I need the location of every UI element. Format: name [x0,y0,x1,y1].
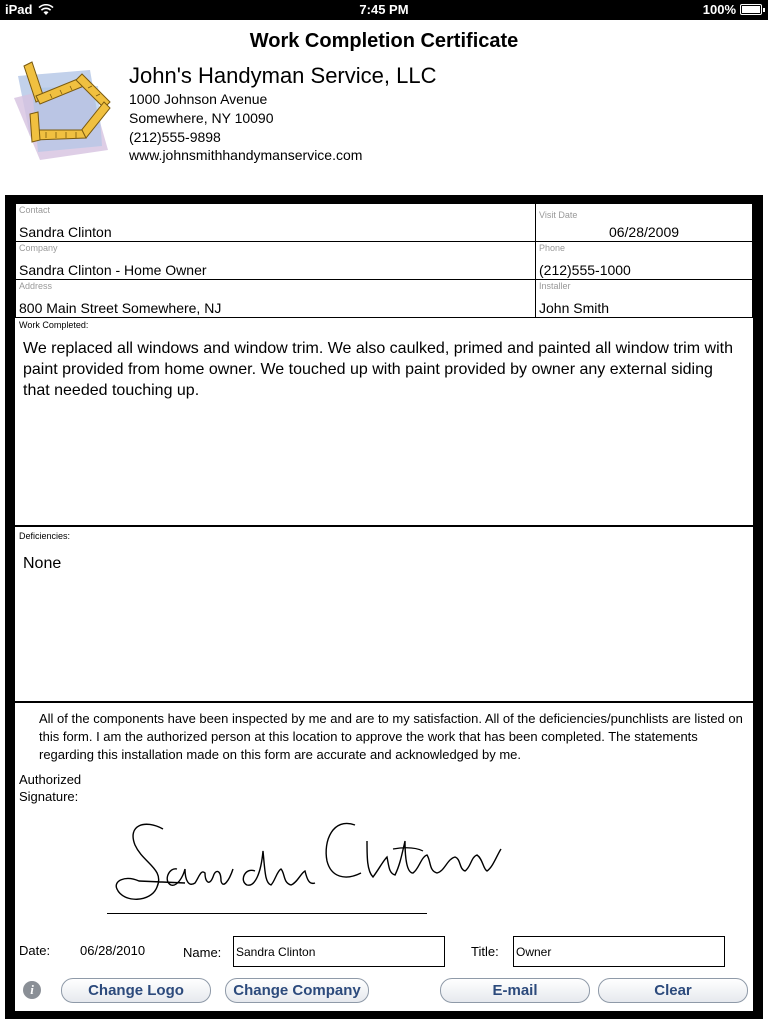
change-company-button[interactable]: Change Company [225,978,369,1003]
contact-value: Sandra Clinton [19,224,112,240]
address-field[interactable] [15,279,537,319]
email-button[interactable]: E-mail [440,978,590,1003]
authorized-signature-label [19,771,81,805]
name-input[interactable]: Sandra Clinton [233,936,445,967]
installer-value: John Smith [539,300,610,316]
phone-field[interactable] [535,241,753,281]
business-website: www.johnsmithhandymanservice.com [129,147,363,163]
business-phone: (212)555-9898 [129,129,221,145]
certificate-form [5,195,763,1019]
date-label: Date: [19,943,51,958]
change-logo-button[interactable]: Change Logo [61,978,211,1003]
business-name: John's Handyman Service, LLC [129,63,437,88]
attestation-text: All of the components have been inspected by me and are to my satisfaction. All of the deficiencies/punchlists are listed on this form. I am the authorized person at this location to approve the work that has been completed. The statements regarding this installation made on this form are accurate and acknowledged by me. [39,711,743,762]
form-body [15,203,753,1011]
signature-line [107,913,427,914]
company-label: Company [19,243,58,253]
company-value: Sandra Clinton - Home Owner [19,262,207,278]
clear-button[interactable]: Clear [598,978,748,1003]
visit-date-label: Visit Date [539,210,578,220]
battery-icon [740,4,762,15]
visit-date-value: 06/28/2009 [608,224,680,240]
status-bar [0,0,768,20]
deficiencies-text: None [23,555,62,572]
page-title: Work Completion Certificate [249,30,519,52]
signature-label-line2: Signature: [19,789,79,804]
battery-percent: 100% [702,2,736,17]
address-label: Address [19,281,53,291]
title-input[interactable]: Owner [513,936,725,967]
installer-field[interactable] [535,279,753,319]
phone-value: (212)555-1000 [539,262,631,278]
signature-pad[interactable] [105,811,515,911]
work-completed-text: We replaced all windows and window trim. We also caulked, primed and painted all window trim with paint provided from home owner. We touched up with paint provided by owner any external siding that needed touching up. [23,340,733,399]
deficiencies-section[interactable] [15,527,753,703]
business-address-line1: 1000 Johnson Avenue [129,91,268,107]
date-value: 06/28/2010 [80,943,146,958]
contact-field[interactable] [15,203,537,243]
work-completed-label: Work Completed: [19,320,89,330]
installer-label: Installer [539,281,571,291]
device-label: iPad [5,2,33,17]
company-field[interactable] [15,241,537,281]
contact-label: Contact [19,205,51,215]
name-label: Name: [183,945,222,960]
ruler-logo-icon[interactable] [10,58,120,162]
signature-label-line1: Authorized [19,772,82,787]
address-value: 800 Main Street Somewhere, NJ [19,300,222,316]
status-right [703,2,762,17]
battery-fill [742,6,760,13]
phone-label: Phone [539,243,566,253]
business-address-line2: Somewhere, NY 10090 [129,110,274,126]
visit-date-field[interactable] [535,203,753,243]
title-label: Title: [471,944,499,959]
status-time: 7:45 PM [359,2,409,17]
work-completed-section[interactable] [15,317,753,527]
info-icon[interactable]: i [23,981,41,999]
deficiencies-label: Deficiencies: [19,531,71,541]
